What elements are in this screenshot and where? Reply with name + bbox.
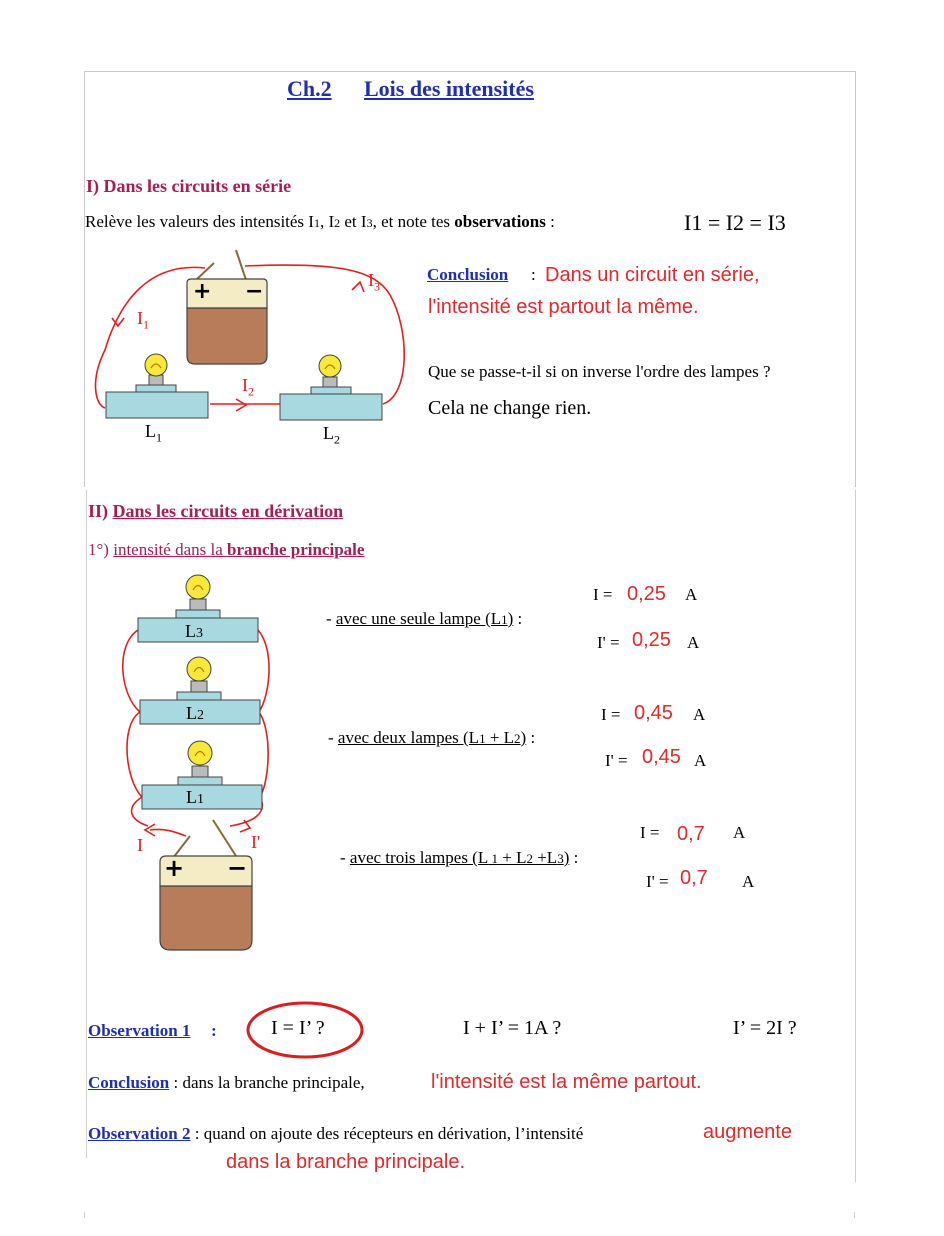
row2-ip-label: I' = (605, 751, 628, 770)
row2-ip-unit: A (694, 751, 707, 770)
row3-i-label: I = (640, 823, 660, 842)
series-battery-plus: + (193, 279, 212, 304)
row1-ip-label: I' = (597, 633, 620, 652)
section2-conclusion-answer: l'intensité est la même partout. (431, 1071, 702, 1093)
parallel-label-i: I (137, 835, 143, 855)
hypothesis-3: I’ = 2I ? (733, 1017, 797, 1039)
series-label-l2: $L_2$ (323, 423, 340, 447)
parallel-label-l3: L3 (185, 621, 203, 641)
row3-ip-value: 0,7 (680, 867, 708, 889)
observation1-label: Observation 1 (88, 1021, 191, 1040)
row1-ip-value: 0,25 (632, 629, 671, 651)
section2-heading: II) Dans les circuits en dérivation (88, 501, 344, 521)
row3-i-value: 0,7 (677, 823, 705, 845)
row1-label: - avec une seule lampe (L1) : (326, 609, 523, 628)
hypothesis-2: I + I’ = 1A ? (463, 1017, 562, 1039)
section1-heading: I) Dans les circuits en série (86, 176, 292, 196)
row3-i-unit: A (733, 823, 746, 842)
observation2: Observation 2 : quand on ajoute des récepteurs en dérivation, l’intensité (88, 1124, 584, 1143)
hypothesis-1: I = I’ ? (271, 1017, 325, 1039)
section1-conclusion-label: Conclusion (427, 265, 509, 284)
parallel-label-l2: L2 (186, 703, 204, 723)
page-title: Lois des intensités (364, 76, 534, 101)
section1-conclusion-line1: Dans un circuit en série, (545, 264, 760, 286)
section1-equation: I1 = I2 = I3 (684, 210, 786, 235)
row1-i-unit: A (685, 585, 698, 604)
section2-conclusion: Conclusion : dans la branche principale, (88, 1073, 365, 1092)
row3-label: - avec trois lampes (L 1 + L2 +L3) : (340, 848, 579, 867)
row2-ip-value: 0,45 (642, 746, 681, 768)
section1-question: Que se passe-t-il si on inverse l'ordre des lampes ? (428, 362, 771, 381)
series-label-l1: $L_1$ (145, 421, 162, 445)
series-battery-minus: − (245, 279, 264, 304)
parallel-battery-plus: + (164, 854, 185, 882)
section1-answer: Cela ne change rien. (428, 397, 592, 419)
section1-conclusion-line2: l'intensité est partout la même. (428, 296, 699, 318)
row2-i-label: I = (601, 705, 621, 724)
row1-ip-unit: A (687, 633, 700, 652)
row3-ip-label: I' = (646, 872, 669, 891)
section2-subheading: 1°) intensité dans la branche principale (88, 540, 365, 559)
row1-i-value: 0,25 (627, 583, 666, 605)
series-label-i1: $I_1$ (137, 308, 149, 332)
row2-i-value: 0,45 (634, 702, 673, 724)
section1-instruction: Relève les valeurs des intensités I1, I2 et I3, et note tes observations : (85, 212, 555, 231)
section1-conclusion-colon: : (531, 265, 536, 284)
parallel-label-l1: L1 (186, 787, 204, 807)
parallel-battery-minus: − (227, 854, 248, 882)
row2-i-unit: A (693, 705, 706, 724)
row1-i-label: I = (593, 585, 613, 604)
series-label-i2: $I_2$ (242, 375, 254, 399)
series-label-i3: $I_3$ (368, 270, 380, 294)
row2-label: - avec deux lampes (L1 + L2) : (328, 728, 536, 747)
chapter-number: Ch.2 (287, 76, 332, 101)
row3-ip-unit: A (742, 872, 755, 891)
observation2-answer-1: augmente (703, 1121, 792, 1143)
observation2-answer-2: dans la branche principale. (226, 1151, 466, 1173)
observation1-colon: : (211, 1021, 217, 1040)
parallel-label-iprime: I' (251, 832, 261, 852)
